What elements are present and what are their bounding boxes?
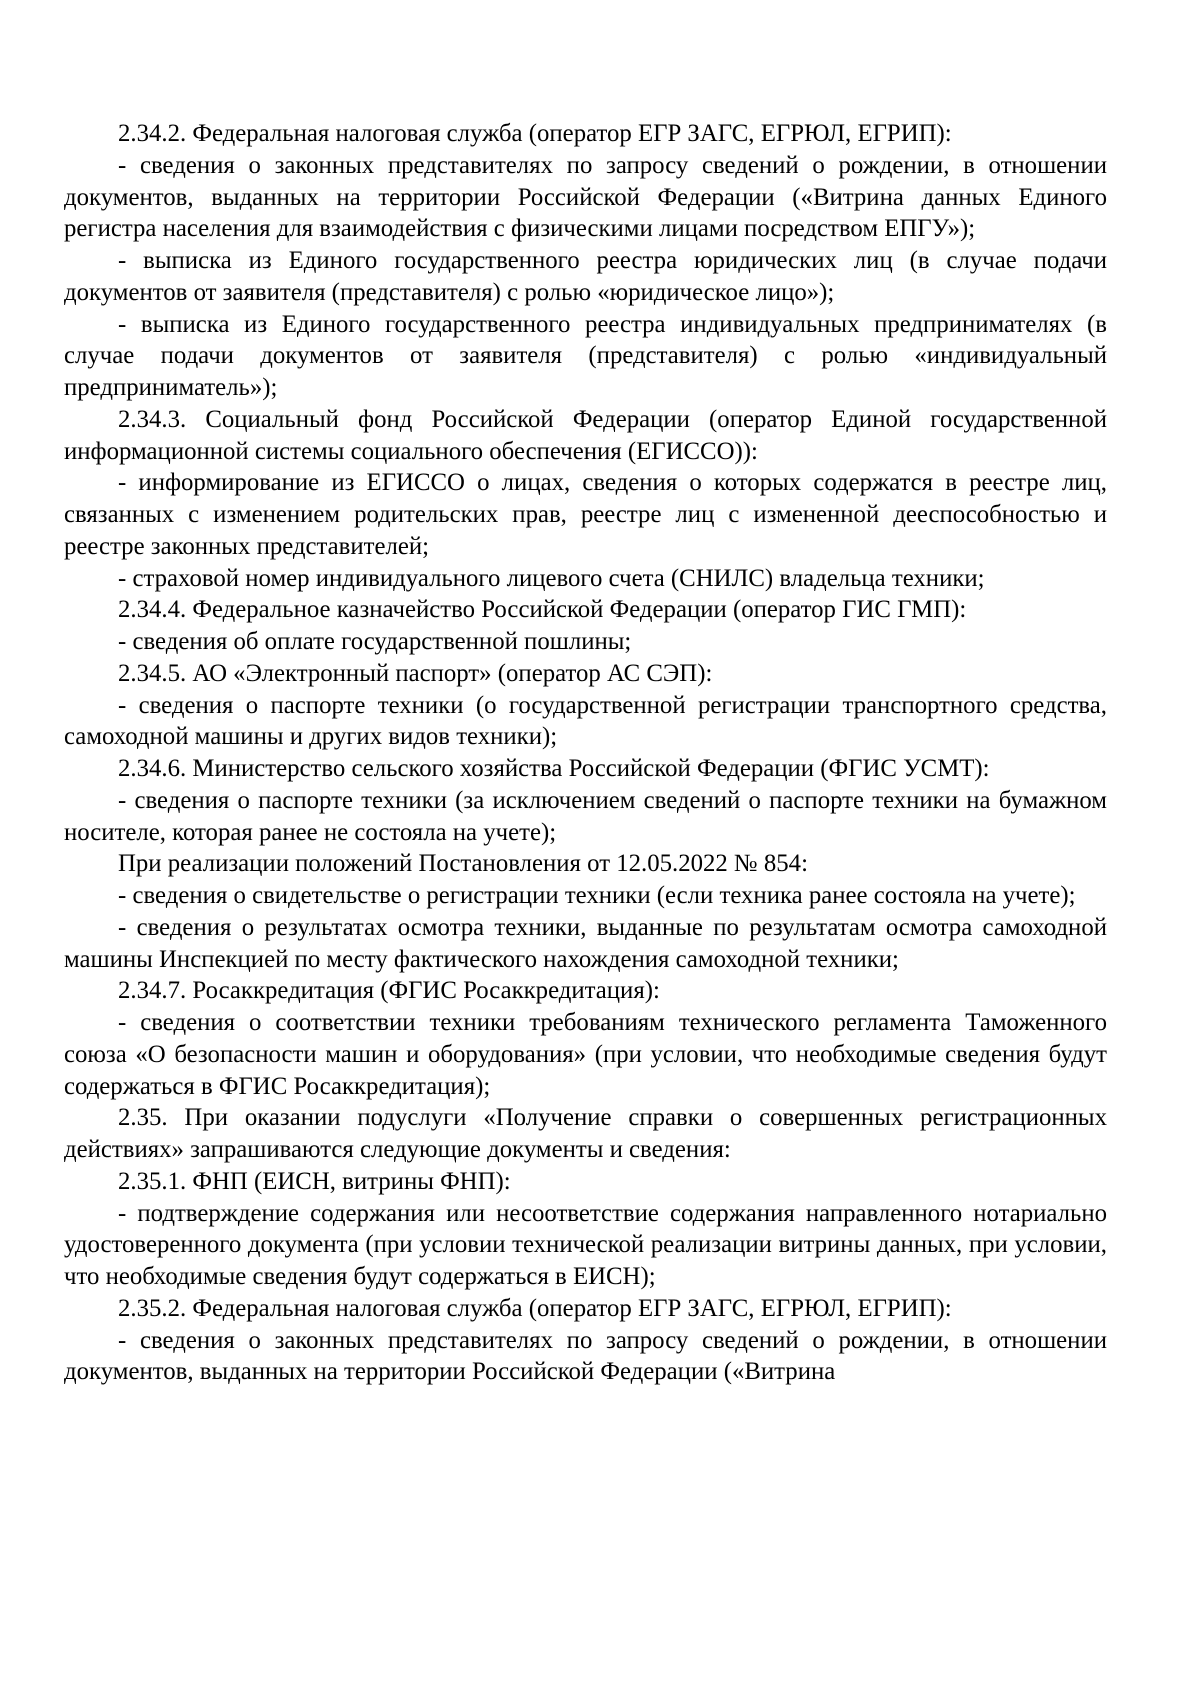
list-item: - сведения о свидетельстве о регистрации техники (если техника ранее состояла на учете); <box>118 882 1076 909</box>
section-heading-2-35-1: 2.35.1. ФНП (ЕИСН, витрины ФНП): <box>118 1167 511 1195</box>
list-item: - сведения о паспорте техники (за исключением сведений о паспорте техники на бумажном носителе, которая ранее не состояла на учете); <box>64 786 1107 846</box>
section-heading-2-34-5: 2.34.5. АО «Электронный паспорт» (оператор АС СЭП): <box>118 659 713 687</box>
list-item: - выписка из Единого государственного реестра индивидуальных предпринимателях (в случае подачи документов от заявителя (представителя) с ролью «индивидуальный предприниматель»); <box>64 310 1107 401</box>
list-item: - сведения о соответствии техники требованиям технического регламента Таможенного союза «О безопасности машин и оборудования» (при условии, что необходимые сведения будут содержаться в ФГИС Росаккредитация); <box>64 1009 1107 1100</box>
document-body <box>64 118 1107 1388</box>
section-heading-2-34-6: 2.34.6. Министерство сельского хозяйства Российской Федерации (ФГИС УСМТ): <box>118 755 990 782</box>
list-item: - сведения о законных представителях по запросу сведений о рождении, в отношении документов, выданных на территории Российской Федерации («Витрина данных Единого регистра населения для взаимодействия с физическими лицами посредством ЕПГУ»); <box>64 151 1107 243</box>
section-heading-2-34-3: 2.34.3. Социальный фонд Российской Федерации (оператор Единой государственной информационной системы социального обеспечения (ЕГИССО)): <box>64 405 1107 465</box>
list-item: - сведения о результатах осмотра техники, выданные по результатам осмотра самоходной машины Инспекцией по месту фактического нахождения самоходной техники; <box>64 913 1107 973</box>
list-item: - выписка из Единого государственного реестра юридических лиц (в случае подачи документов от заявителя (представителя) с ролью «юридическое лицо»); <box>64 247 1107 306</box>
section-heading-2-34-7: 2.34.7. Росаккредитация (ФГИС Росаккредитация): <box>118 977 660 1005</box>
list-item: - подтверждение содержания или несоответствие содержания направленного нотариально удостоверенного документа (при условии технической реализации витрины данных, при условии, что необходимые сведения будут содержаться в ЕИСН); <box>64 1199 1107 1290</box>
list-item: - страховой номер индивидуального лицевого счета (СНИЛС) владельца техники; <box>118 564 985 592</box>
section-heading-2-35: 2.35. При оказании подуслуги «Получение справки о совершенных регистрационных действиях» запрашиваются следующие документы и сведения: <box>64 1104 1107 1163</box>
section-heading-2-34-4: 2.34.4. Федеральное казначейство Российской Федерации (оператор ГИС ГМП): <box>118 596 967 624</box>
section-heading-2-35-2: 2.35.2. Федеральная налоговая служба (оператор ЕГР ЗАГС, ЕГРЮЛ, ЕГРИП): <box>118 1294 952 1322</box>
paragraph: При реализации положений Постановления от 12.05.2022 № 854: <box>118 850 808 878</box>
list-item: - сведения об оплате государственной пошлины; <box>118 628 632 655</box>
section-heading-2-34-2: 2.34.2. Федеральная налоговая служба (оператор ЕГР ЗАГС, ЕГРЮЛ, ЕГРИП): <box>118 120 952 147</box>
list-item: - сведения о законных представителях по запросу сведений о рождении, в отношении документов, выданных на территории Российской Федерации («Витрина <box>64 1326 1107 1386</box>
list-item: - сведения о паспорте техники (о государственной регистрации транспортного средства, самоходной машины и других видов техники); <box>64 691 1107 751</box>
list-item: - информирование из ЕГИССО о лицах, сведения о которых содержатся в реестре лиц, связанных с изменением родительских прав, реестре лиц с измененной дееспособностью и реестре законных представителей; <box>64 469 1107 560</box>
